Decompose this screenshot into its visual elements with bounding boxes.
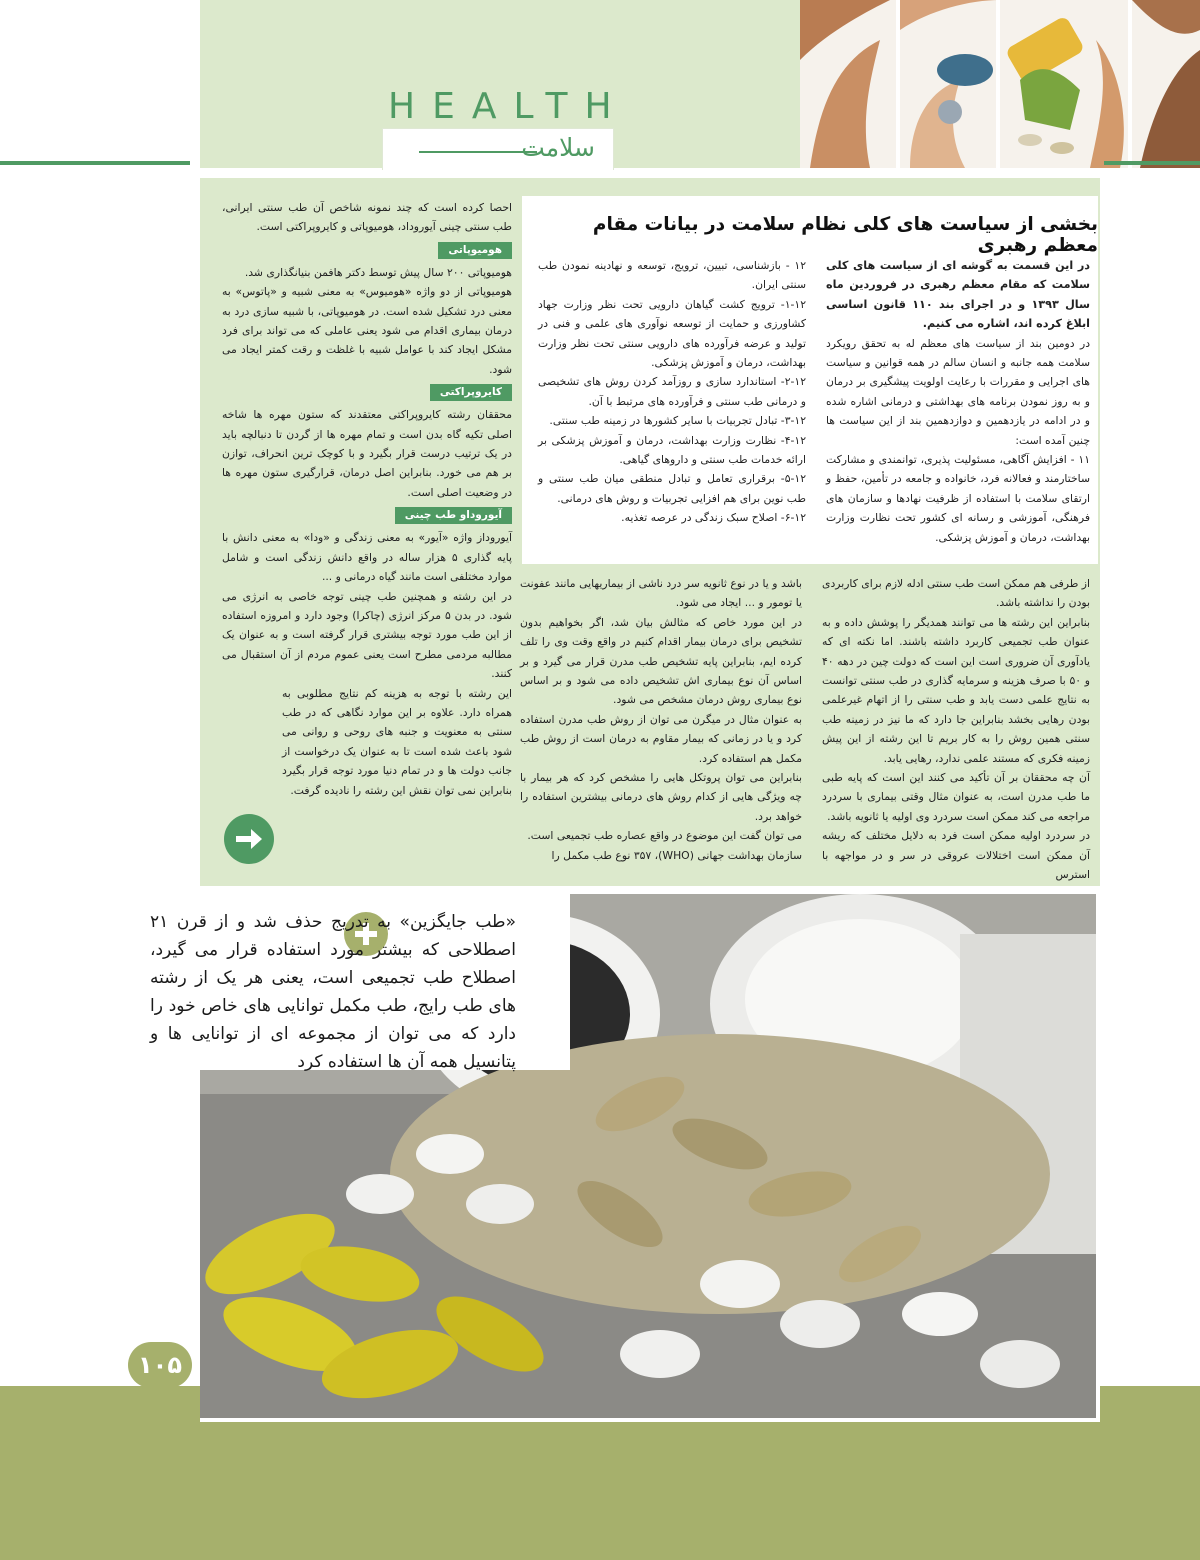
paragraph: ۱۲ - بازشناسی، تبیین، ترویج، توسعه و نهادینه نمودن طب سنتی ایران. — [538, 259, 806, 292]
paragraph: این رشته با توجه به هزینه کم نتایج مطلوبی به همراه دارد. علاوه بر این موارد نگاهی که در طب سنتی به معنویت و جنبه های روحی و روانی می شود باعث شده است تا به عنوان یک درخواست از جانب دولت ها و در تمام دنیا مورد توجه قرار بگیرد بنابراین نمی توان نقش این رشته را نادیده گرفت. — [282, 686, 512, 797]
policy-box-right-column — [826, 256, 1090, 547]
paragraph: به عنوان مثال در میگرن می توان از روش طب مدرن استفاده کرد و یا در زمانی که بیمار مقاوم به درمان است از روش طب مکمل هم استفاده کرد. — [520, 712, 802, 765]
paragraph: آیوروداز واژه «آیور» به معنی زندگی و «ودا» به معنی دانش با پایه گذاری ۵ هزار ساله در واقع دانش زندگی است و شامل موارد مختلفی است مانند گیاه درمانی و ... — [222, 531, 512, 584]
page-number: ۱۰۵ — [128, 1342, 192, 1388]
paragraph: ۵-۱۲- برقراری تعامل و تبادل منطقی میان طب سنتی و طب نوین برای هم افزایی تجربیات و روش های درمانی. — [538, 472, 806, 505]
section-title-tab — [382, 128, 614, 170]
paragraph: ۴-۱۲- نظارت وزارت بهداشت، درمان و آموزش پزشکی بر ارائه خدمات طب سنتی و داروهای گیاهی. — [538, 433, 806, 467]
paragraph: محققان رشته کایروپراکتی معتقدند که ستون مهره ها شاخه اصلی تکیه گاه بدن است و تمام مهره ها از گردن تا دنبالچه باید در یک ترتیب درست قرار بگیرد و با کوچک ترین انحراف، توازن بر هم می خورد. بنابراین اصل درمان، قرارگیری ستون مهره ها در وضعیت اصلی است. — [222, 408, 512, 499]
header-photo — [800, 0, 1200, 168]
paragraph: از طرفی هم ممکن است طب سنتی ادله لازم برای کاربردی بودن را نداشته باشد. — [822, 577, 1090, 610]
paragraph: احصا کرده است که چند نمونه شاخص آن طب سنتی ایرانی، طب سنتی چینی آیوروداد، هومیوپاتی و کایروپراکتی است. — [222, 201, 512, 234]
pull-quote-text: «طب جایگزین» به تدریج حذف شد و از قرن ۲۱ اصطلاحی که بیشتر مورد استفاده قرار می گیرد، اصطلاح طب تجمیعی است، یعنی هر یک از رشته های طب رایج، طب مکمل توانایی های خاص خود را دارد که می توان از مجموعه ای از توانایی ها و پتانسیل همه آن ها استفاده کرد — [150, 912, 516, 1072]
paragraph: آن چه محققان بر آن تأکید می کنند این است که پایه طبی ما طب مدرن است، به عنوان مثال وقتی بیماری با سردرد مراجعه می کند ممکن است سردرد وی اولیه یا ثانویه باشد. — [822, 771, 1090, 823]
paragraph: بنابراین این رشته ها می توانند همدیگر را پوشش داده و به عنوان طب تجمیعی کاربرد داشته باشند. اما نکته ای که یادآوری آن ضروری است این است که دولت چین در دهه ۴۰ و ۵۰ با صرف هزینه و سرمایه گذاری در طب سنتی توانست به نتایج علمی دست یابد و طب سنتی را از اتهام غیرعلمی بودن رهایی بخشد بنابراین جا دارد که ما نیز در زمینه طب سنتی همین روش را به کار بریم تا این رشته از این پیش زمینه فکری که مستند علمی ندارد، رهایی یابد. — [822, 615, 1090, 765]
article-column-right — [822, 574, 1090, 885]
paragraph: سازمان بهداشت جهانی (WHO)، ۳۵۷ نوع طب مکمل را — [551, 848, 802, 862]
paragraph: هومیوپاتی از دو واژه «هومیوس» به معنی شبیه و «پاتوس» به معنی درد تشکیل شده است. در هومیوپاتی، با شبیه سازی درد به درمان بیماری اقدام می شود یعنی عاملی که می تواند برای فرد مشکل ایجاد کند با عوامل شبیه با غلظت و رقت کمتر ایجاد می شود. — [222, 285, 512, 376]
paragraph: ۲-۱۲- استاندارد سازی و روزآمد کردن روش های تشخیصی و درمانی طب سنتی و فرآورده های مرتبط با آن. — [538, 375, 806, 408]
paragraph: در سردرد اولیه ممکن است فرد به دلایل مختلف که ریشه آن ممکن است اختلالات عروقی در سر و در مواجهه با استرس — [822, 829, 1090, 882]
paragraph: در این مورد خاص که مثالش بیان شد، اگر بخواهیم بدون تشخیص برای درمان بیمار اقدام کنیم در واقع وقت وی را تلف کرده ایم، بنابراین پایه تشخیص طب مدرن قرار می گیرد و بر اساس آن نوع بیماری اش تشخیص داده می شود و بر اساس نوع بیماری روش درمان مشخص می شود. — [520, 615, 802, 707]
paragraph: بنابراین می توان پروتکل هایی را مشخص کرد که هر بیمار با چه ویژگی هایی از کدام روش های درمانی بیشترین استفاده را خواهد برد. — [520, 771, 802, 823]
section-title-english: HEALTH — [388, 86, 629, 127]
subheading-ayurveda: آیوروداو طب چینی — [395, 507, 512, 524]
policy-box-title: بخشی از سیاست های کلی نظام سلامت در بیانات مقام معظم رهبری — [592, 214, 1098, 256]
paragraph: ۳-۱۲- تبادل تجربیات با سایر کشورها در زمینه طب سنتی. — [549, 414, 806, 428]
paragraph: هومیوپاتی ۲۰۰ سال پیش توسط دکتر هافمن بنیانگذاری شد. — [244, 265, 512, 279]
header-rule-left — [0, 161, 190, 165]
article-column-middle — [520, 574, 802, 865]
article-column-left — [222, 198, 512, 800]
paragraph: در دومین بند از سیاست های معظم له به تحقق رویکرد سلامت همه جانبه و انسان سالم در همه قوانین و سیاست های اجرایی و مقررات با رعایت اولویت پیشگیری بر درمان و به روز نمودن برنامه های بهداشتی و درمانی اشاره شده و در ادامه در یازدهمین و دوازدهمین بند از این سیاست ها چنین آمده است: — [826, 336, 1090, 447]
paragraph: ۱-۱۲- ترویج کشت گیاهان دارویی تحت نظر وزارت جهاد کشاورزی و حمایت از توسعه نوآوری های علمی و فنی در تولید و عرضه فرآورده های دارویی سنتی تحت نظر وزارت بهداشت، درمان و آموزش پزشکی. — [538, 297, 806, 370]
policy-box-left-column — [538, 256, 806, 528]
header-rule-right — [1104, 161, 1200, 165]
subheading-homeopathy: هومیوپاتی — [438, 242, 512, 259]
paragraph: می توان گفت این موضوع در واقع عصاره طب تجمیعی است. — [527, 829, 802, 843]
paragraph: باشد و یا در نوع ثانویه سر درد ناشی از بیماریهایی مانند عفونت یا تومور و ... ایجاد می شود. — [520, 577, 802, 610]
paragraph: در این رشته و همچنین طب چینی توجه خاصی به انرژی می شود. در بدن ۵ مرکز انرژی (چاکرا) وجود دارد و امروزه استفاده از این طب مورد توجه بیشتری قرار گرفته است و به عنوان یک مطالبه مردمی مطرح است یعنی عموم مردم از آن استقبال می کنند. — [222, 589, 512, 681]
paragraph: ۱۱ - افزایش آگاهی، مسئولیت پذیری، توانمندی و مشارکت ساختارمند و فعالانه فرد، خانواده و جامعه در تأمین، حفظ و ارتقای سلامت با استفاده از ظرفیت نهادها و سازمان های فرهنگی، آموزشی و رسانه ای کشور تحت نظارت وزارت بهداشت، درمان و آموزش پزشکی. — [826, 453, 1090, 544]
paragraph: ۶-۱۲- اصلاح سبک زندگی در عرصه تغذیه. — [621, 511, 806, 525]
hands-medicine-illustration — [800, 0, 1200, 168]
subheading-chiropractic: کایروپراکتی — [430, 384, 512, 401]
policy-lead: در این قسمت به گوشه ای از سیاست های کلی سلامت که مقام معظم رهبری در فروردین ماه سال ۱۳۹۳ و در اجرای بند ۱۱۰ قانون اساسی ابلاغ کرده اند، اشاره می کنیم. — [826, 259, 1090, 331]
section-title-persian: سلامت — [521, 133, 595, 162]
arrow-right-icon[interactable] — [224, 814, 274, 864]
